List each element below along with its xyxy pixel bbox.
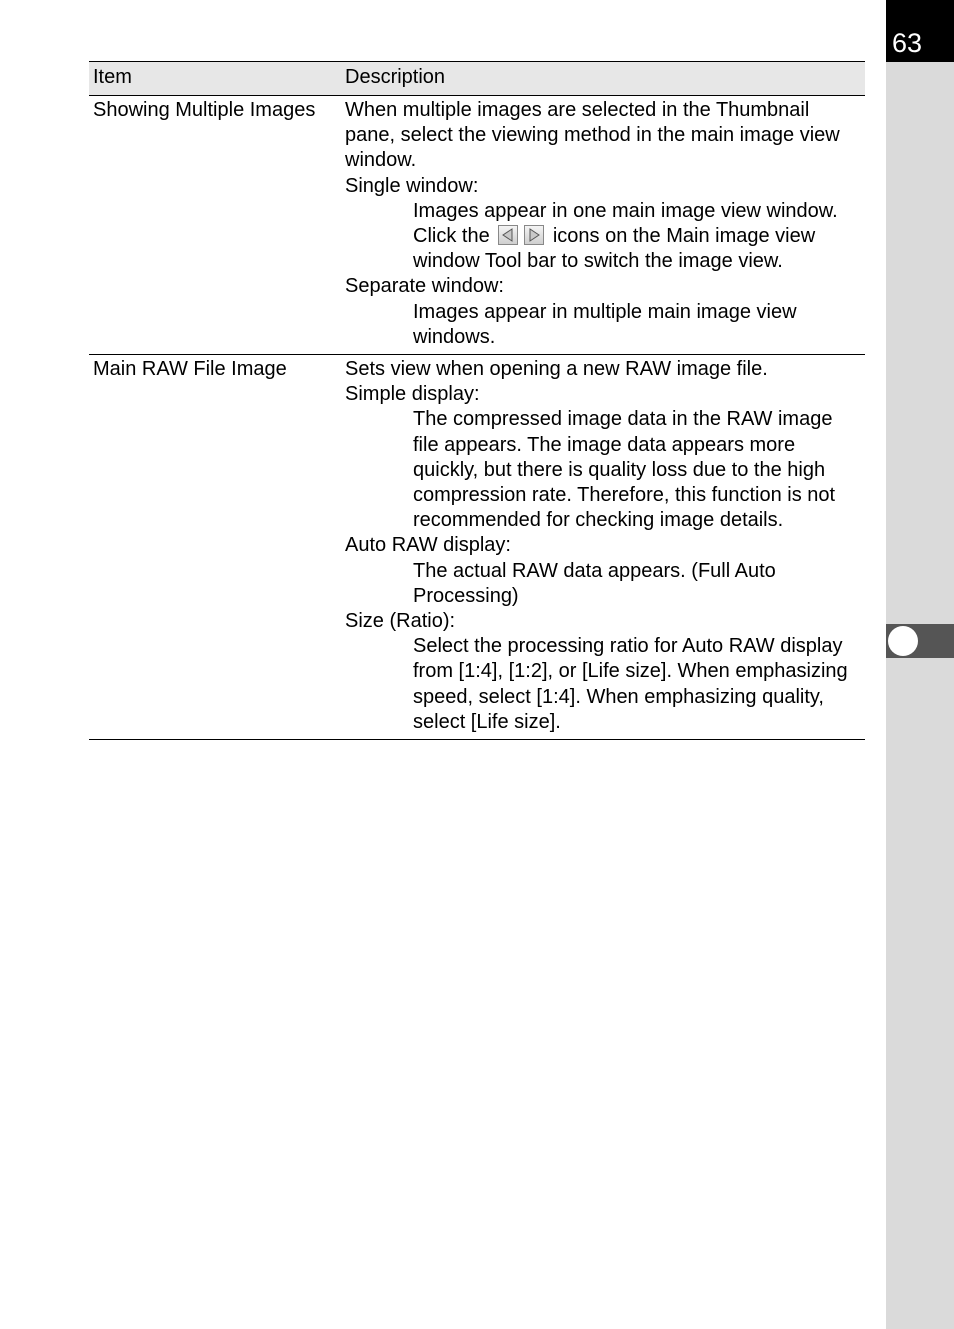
- option-text: Images appear in multiple main image view windows.: [413, 300, 797, 348]
- option-label: Simple display:: [345, 383, 480, 406]
- option-text-line: [413, 224, 861, 274]
- option-text: The compressed image data in the RAW image file appears. The image data appears more quickly, but there is quality loss due to the high compression rate. Therefore, this function is not recommended for checking image details.: [413, 408, 836, 532]
- row-item-label: Showing Multiple Images: [89, 96, 341, 355]
- description-intro: Sets view when opening a new RAW image file.: [345, 358, 768, 381]
- side-margin-bar: [886, 0, 954, 1329]
- table-row: [89, 355, 865, 740]
- row-description: [341, 355, 865, 740]
- option-text-line: Images appear in one main image view window.: [413, 199, 838, 222]
- option-label: Single window:: [345, 174, 479, 197]
- table-header-row: [89, 62, 865, 96]
- settings-table: [89, 61, 865, 740]
- chapter-tab-marker: [888, 626, 918, 656]
- row-description: [341, 96, 865, 355]
- header-description: Description: [341, 62, 865, 96]
- row-item-label: Main RAW File Image: [89, 355, 341, 740]
- option-text: [345, 199, 861, 275]
- option-text: The actual RAW data appears. (Full Auto Processing): [413, 559, 776, 607]
- option-label: Separate window:: [345, 275, 504, 298]
- option-text-fragment: Click the: [413, 225, 490, 248]
- header-item: Item: [89, 62, 341, 96]
- table-row: [89, 96, 865, 355]
- page-number: 63: [892, 28, 923, 58]
- option-label: Size (Ratio):: [345, 610, 456, 633]
- option-text: Select the processing ratio for Auto RAW display from [1:4], [1:2], or [Life size]. When emphasizing speed, select [1:4]. When emphasizing quality, select [Life size].: [413, 635, 848, 733]
- triangle-left-icon: [498, 225, 518, 245]
- option-label: Auto RAW display:: [345, 534, 511, 557]
- description-intro: When multiple images are selected in the Thumbnail pane, select the viewing method in the main image view window.: [345, 99, 840, 172]
- triangle-right-icon: [524, 225, 544, 245]
- option-text-fragment: icons on the Main image view window Tool bar to switch the image view.: [413, 225, 816, 273]
